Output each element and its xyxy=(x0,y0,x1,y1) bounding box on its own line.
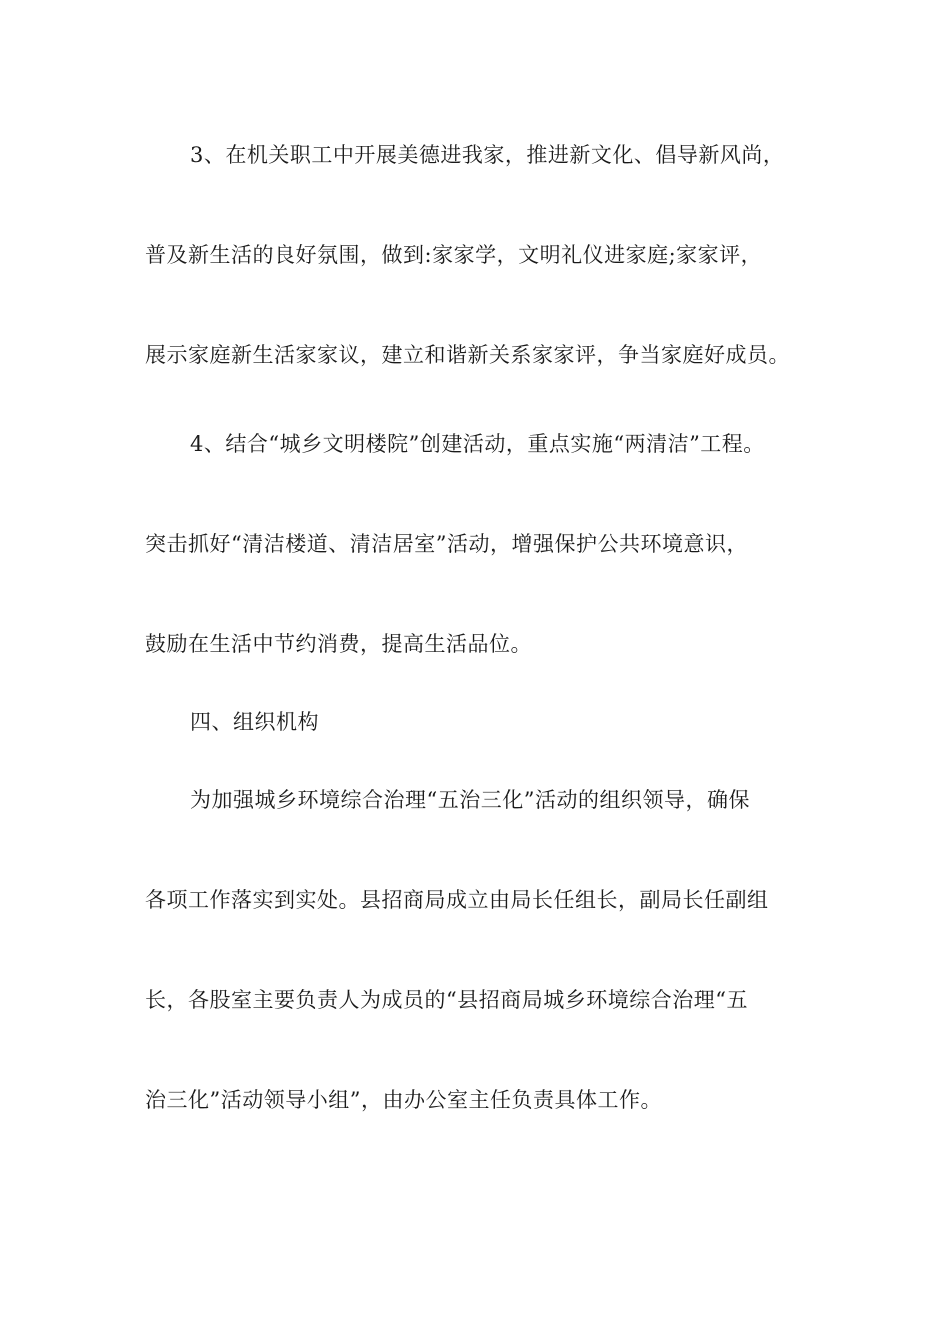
paragraph-org-line-2: 各项工作落实到实处。县招商局成立由局长任组长，副局长任副组 xyxy=(145,888,769,912)
paragraph-4-line-1: 4、结合“城乡文明楼院”创建活动，重点实施“两清洁”工程。 xyxy=(190,432,765,456)
section-heading: 四、组织机构 xyxy=(190,710,319,734)
paragraph-3-line-2: 普及新生活的良好氛围，做到:家家学，文明礼仪进家庭;家家评， xyxy=(145,243,763,267)
paragraph-org-line-1: 为加强城乡环境综合治理“五治三化”活动的组织领导，确保 xyxy=(190,788,750,812)
paragraph-org-line-4: 治三化”活动领导小组”，由办公室主任负责具体工作。 xyxy=(145,1088,662,1112)
paragraph-org-line-3: 长，各股室主要负责人为成员的“县招商局城乡环境综合治理“五 xyxy=(145,988,748,1012)
paragraph-3-line-1: 3、在机关职工中开展美德进我家，推进新文化、倡导新风尚， xyxy=(190,143,785,167)
paragraph-3-line-3: 展示家庭新生活家家议，建立和谐新关系家家评，争当家庭好成员。 xyxy=(145,343,790,367)
paragraph-4-line-2: 突击抓好“清洁楼道、清洁居室”活动，增强保护公共环境意识， xyxy=(145,532,748,556)
paragraph-4-line-3: 鼓励在生活中节约消费，提高生活品位。 xyxy=(145,632,532,656)
